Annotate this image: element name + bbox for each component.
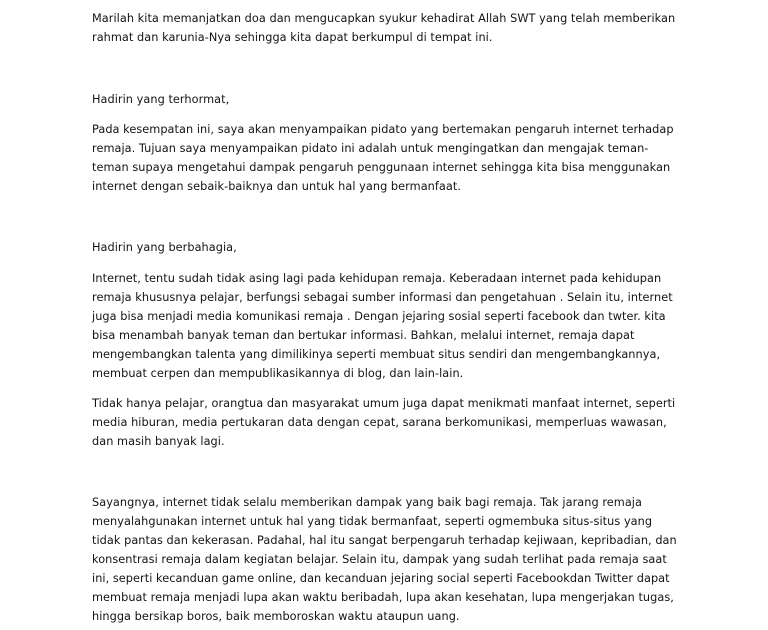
text-line: konsentrasi remaja dalam kegiatan belajar. Selain itu, dampak yang sudah terlihat pada remaja saat	[92, 553, 667, 566]
text-line: Marilah kita memanjatkan doa dan mengucapkan syukur kehadirat Allah SWT yang telah memberikan	[92, 12, 676, 25]
text-line: Internet, tentu sudah tidak asing lagi pada kehidupan remaja. Keberadaan internet pada kehidupan	[92, 272, 662, 285]
text-line: remaja khususnya pelajar, berfungsi sebagai sumber informasi dan pengetahuan . Selain itu, internet	[92, 291, 673, 304]
text-line: dan masih banyak lagi.	[92, 435, 225, 448]
text-line: tidak pantas dan kekerasan. Padahal, hal itu sangat berpengaruh terhadap kejiwaan, kepribadian, dan	[92, 534, 677, 547]
text-line: mengembangkan talenta yang dimilikinya seperti membuat situs sendiri dan mengembangkannya,	[92, 348, 661, 361]
text-line: juga bisa menjadi media komunikasi remaja . Dengan jejaring sosial seperti facebook dan twter. kita	[92, 310, 666, 323]
text-line: internet dengan sebaik-baiknya dan untuk hal yang bermanfaat.	[92, 180, 461, 193]
text-line: Pada kesempatan ini, saya akan menyampaikan pidato yang bertemakan pengaruh internet terhadap	[92, 123, 674, 136]
text-line: Hadirin yang terhormat,	[92, 93, 230, 106]
paragraph-general-public	[92, 394, 682, 451]
paragraph-internet-benefits	[92, 269, 682, 383]
paragraph-intro	[92, 120, 682, 196]
text-line: teman supaya mengetahui dampak pengaruh penggunaan internet sehingga kita bisa menggunakan	[92, 161, 671, 174]
text-line: Sayangnya, internet tidak selalu memberikan dampak yang baik bagi remaja. Tak jarang remaja	[92, 496, 642, 509]
text-line: Tidak hanya pelajar, orangtua dan masyarakat umum juga dapat menikmati manfaat internet, seperti	[92, 397, 676, 410]
paragraph-negative-impact	[92, 493, 682, 626]
text-line: bisa menambah banyak teman dan bertukar informasi. Bahkan, melalui internet, remaja dapat	[92, 329, 635, 342]
text-line: hingga bersikap boros, baik memboroskan waktu ataupun uang.	[92, 610, 460, 623]
paragraph-opening-prayer	[92, 9, 682, 47]
text-line: ini, seperti kecanduan game online, dan kecanduan jejaring social seperti Facebookdan Twitter dapat	[92, 572, 670, 585]
text-line: remaja. Tujuan saya menyampaikan pidato ini adalah untuk mengingatkan dan mengajak teman-	[92, 142, 649, 155]
greeting-berbahagia	[92, 238, 682, 257]
text-line: media hiburan, media pertukaran data dengan cepat, sarana berkomunikasi, memperluas wawasan,	[92, 416, 667, 429]
text-line: membuat remaja menjadi lupa akan waktu beribadah, lupa akan kesehatan, lupa mengerjakan tugas,	[92, 591, 674, 604]
text-line: rahmat dan karunia-Nya sehingga kita dapat berkumpul di tempat ini.	[92, 31, 493, 44]
text-line: menyalahgunakan internet untuk hal yang tidak bermanfaat, seperti ogmembuka situs-situs yang	[92, 515, 653, 528]
text-line: membuat cerpen dan mempublikasikannya di blog, dan lain-lain.	[92, 367, 464, 380]
text-line: Hadirin yang berbahagia,	[92, 241, 237, 254]
greeting-terhormat	[92, 90, 682, 109]
